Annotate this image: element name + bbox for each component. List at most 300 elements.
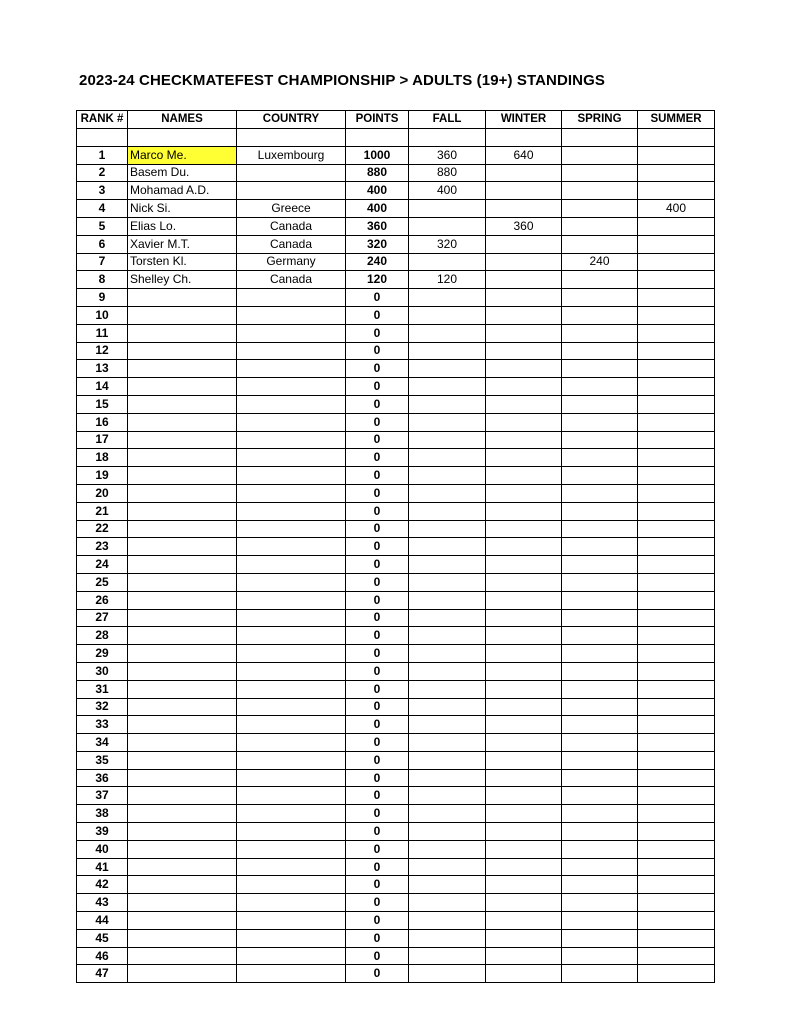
rank-cell: 27 [77,609,128,627]
table-row [77,947,715,965]
rank-cell: 42 [77,876,128,894]
name-cell [128,823,237,841]
name-cell [128,698,237,716]
points-cell: 320 [346,235,409,253]
summer-cell [638,840,715,858]
country-cell [237,840,346,858]
summer-cell [638,271,715,289]
country-cell [237,502,346,520]
fall-cell: 360 [409,146,486,164]
fall-cell [409,289,486,307]
spring-cell [562,787,638,805]
rank-cell: 9 [77,289,128,307]
rank-cell: 30 [77,662,128,680]
fall-cell [409,680,486,698]
winter-cell [486,164,562,182]
spring-cell [562,805,638,823]
name-cell: Nick Si. [128,200,237,218]
summer-cell [638,146,715,164]
winter-cell [486,538,562,556]
table-row [77,378,715,396]
table-row [77,840,715,858]
fall-cell [409,751,486,769]
points-cell: 0 [346,289,409,307]
fall-cell [409,840,486,858]
points-cell: 400 [346,200,409,218]
name-cell [128,627,237,645]
winter-cell [486,395,562,413]
points-cell: 0 [346,573,409,591]
points-cell: 0 [346,840,409,858]
points-cell: 0 [346,734,409,752]
rank-cell: 37 [77,787,128,805]
spring-cell [562,769,638,787]
summer-cell [638,591,715,609]
header-row [77,111,715,129]
spring-cell [562,182,638,200]
spring-cell [562,751,638,769]
country-cell [237,378,346,396]
name-cell: Elias Lo. [128,217,237,235]
winter-cell [486,858,562,876]
rank-cell: 2 [77,164,128,182]
winter-cell [486,200,562,218]
points-cell: 0 [346,680,409,698]
name-cell [128,324,237,342]
table-row [77,556,715,574]
summer-cell [638,378,715,396]
fall-cell [409,912,486,930]
country-cell: Luxembourg [237,146,346,164]
country-cell [237,769,346,787]
table-row [77,324,715,342]
country-cell [237,965,346,983]
points-cell: 0 [346,858,409,876]
country-cell [237,698,346,716]
winter-cell [486,805,562,823]
summer-cell [638,627,715,645]
spring-cell [562,591,638,609]
table-row [77,395,715,413]
points-cell: 0 [346,467,409,485]
winter-cell [486,520,562,538]
winter-cell [486,467,562,485]
country-cell [237,484,346,502]
table-row [77,591,715,609]
country-cell [237,823,346,841]
spring-cell [562,271,638,289]
country-cell [237,342,346,360]
fall-cell [409,573,486,591]
spring-cell [562,627,638,645]
name-cell [128,395,237,413]
winter-cell [486,609,562,627]
spring-cell [562,502,638,520]
winter-cell [486,716,562,734]
name-cell [128,609,237,627]
country-cell [237,734,346,752]
summer-cell [638,395,715,413]
rank-cell: 17 [77,431,128,449]
spring-cell [562,894,638,912]
name-cell [128,965,237,983]
fall-cell [409,591,486,609]
points-cell: 0 [346,698,409,716]
table-row [77,182,715,200]
fall-cell [409,253,486,271]
fall-cell [409,823,486,841]
country-cell [237,858,346,876]
winter-cell [486,360,562,378]
table-row [77,662,715,680]
rank-cell: 44 [77,912,128,930]
page-title: 2023-24 CHECKMATEFEST CHAMPIONSHIP > ADULTS (19+) STANDINGS [79,72,605,89]
fall-cell [409,538,486,556]
country-cell [237,395,346,413]
winter-cell [486,787,562,805]
country-cell [237,182,346,200]
name-cell [128,787,237,805]
rank-cell: 29 [77,645,128,663]
points-cell: 0 [346,591,409,609]
spring-cell [562,947,638,965]
points-cell: 0 [346,627,409,645]
points-cell: 0 [346,929,409,947]
spring-cell [562,413,638,431]
spring-cell [562,449,638,467]
name-cell [128,662,237,680]
table-row [77,823,715,841]
name-cell [128,912,237,930]
rank-cell: 35 [77,751,128,769]
summer-cell [638,662,715,680]
country-cell [237,413,346,431]
table-row [77,894,715,912]
summer-cell [638,360,715,378]
summer-cell [638,716,715,734]
points-cell: 0 [346,716,409,734]
spring-cell [562,289,638,307]
spring-cell [562,431,638,449]
rank-cell: 47 [77,965,128,983]
winter-cell [486,182,562,200]
table-row [77,876,715,894]
summer-cell [638,698,715,716]
table-row [77,716,715,734]
points-cell: 880 [346,164,409,182]
rank-cell: 15 [77,395,128,413]
winter-cell [486,413,562,431]
country-cell [237,662,346,680]
rank-cell: 46 [77,947,128,965]
spring-cell [562,235,638,253]
name-cell [128,947,237,965]
points-cell: 0 [346,645,409,663]
table-row [77,787,715,805]
summer-cell: 400 [638,200,715,218]
rank-cell: 28 [77,627,128,645]
points-cell: 0 [346,502,409,520]
fall-cell [409,378,486,396]
name-cell: Mohamad A.D. [128,182,237,200]
rank-cell: 11 [77,324,128,342]
fall-cell: 880 [409,164,486,182]
country-cell [237,894,346,912]
points-cell: 0 [346,306,409,324]
country-cell [237,360,346,378]
country-cell [237,929,346,947]
name-cell [128,449,237,467]
rank-cell: 41 [77,858,128,876]
name-cell [128,413,237,431]
rank-cell: 16 [77,413,128,431]
name-cell [128,378,237,396]
table-row [77,467,715,485]
spring-cell [562,378,638,396]
fall-cell [409,698,486,716]
name-cell [128,929,237,947]
fall-cell [409,716,486,734]
rank-cell: 36 [77,769,128,787]
rank-cell: 39 [77,823,128,841]
summer-cell [638,947,715,965]
fall-cell [409,876,486,894]
table-row [77,751,715,769]
table-row [77,164,715,182]
points-cell: 0 [346,912,409,930]
winter-cell [486,840,562,858]
name-cell: Shelley Ch. [128,271,237,289]
winter-cell [486,591,562,609]
fall-cell [409,609,486,627]
rank-cell: 38 [77,805,128,823]
winter-cell [486,271,562,289]
table-row [77,520,715,538]
summer-cell [638,751,715,769]
winter-cell [486,484,562,502]
spring-cell [562,662,638,680]
table-row [77,449,715,467]
spring-cell [562,858,638,876]
spring-cell [562,342,638,360]
name-cell: Marco Me. [128,146,237,164]
spring-cell [562,484,638,502]
country-cell [237,805,346,823]
standings-table [76,110,715,983]
country-cell [237,609,346,627]
summer-cell [638,929,715,947]
summer-cell [638,573,715,591]
country-cell: Germany [237,253,346,271]
name-cell [128,538,237,556]
name-cell [128,751,237,769]
table-row [77,912,715,930]
fall-cell [409,395,486,413]
rank-cell: 14 [77,378,128,396]
summer-cell [638,823,715,841]
column-header-spring: SPRING [562,111,638,129]
fall-cell [409,929,486,947]
table-row [77,413,715,431]
rank-cell: 18 [77,449,128,467]
rank-cell: 23 [77,538,128,556]
spring-cell: 240 [562,253,638,271]
spring-cell [562,680,638,698]
winter-cell [486,449,562,467]
summer-cell [638,556,715,574]
summer-cell [638,805,715,823]
winter-cell [486,662,562,680]
country-cell [237,306,346,324]
spring-cell [562,467,638,485]
table-row [77,217,715,235]
fall-cell [409,947,486,965]
rank-cell: 19 [77,467,128,485]
fall-cell [409,627,486,645]
spring-cell [562,538,638,556]
country-cell [237,556,346,574]
rank-cell: 12 [77,342,128,360]
summer-cell [638,734,715,752]
table-row [77,235,715,253]
column-header-names: NAMES [128,111,237,129]
rank-cell: 32 [77,698,128,716]
points-cell: 400 [346,182,409,200]
winter-cell [486,734,562,752]
spring-cell [562,840,638,858]
fall-cell [409,306,486,324]
fall-cell [409,894,486,912]
points-cell: 0 [346,556,409,574]
winter-cell [486,823,562,841]
winter-cell [486,556,562,574]
summer-cell [638,164,715,182]
spring-cell [562,965,638,983]
points-cell: 0 [346,449,409,467]
summer-cell [638,324,715,342]
rank-cell: 45 [77,929,128,947]
fall-cell: 320 [409,235,486,253]
name-cell [128,716,237,734]
winter-cell [486,680,562,698]
table-row [77,484,715,502]
winter-cell [486,876,562,894]
winter-cell [486,645,562,663]
winter-cell [486,306,562,324]
summer-cell [638,609,715,627]
name-cell [128,769,237,787]
rank-cell: 6 [77,235,128,253]
column-header-winter: WINTER [486,111,562,129]
name-cell: Xavier M.T. [128,235,237,253]
winter-cell [486,289,562,307]
points-cell: 0 [346,965,409,983]
winter-cell: 640 [486,146,562,164]
name-cell [128,360,237,378]
country-cell: Greece [237,200,346,218]
spring-cell [562,876,638,894]
rank-cell: 7 [77,253,128,271]
points-cell: 0 [346,894,409,912]
summer-cell [638,467,715,485]
winter-cell [486,342,562,360]
spring-cell [562,823,638,841]
name-cell [128,680,237,698]
fall-cell [409,645,486,663]
spring-cell [562,716,638,734]
winter-cell [486,965,562,983]
country-cell [237,627,346,645]
summer-cell [638,484,715,502]
name-cell [128,805,237,823]
rank-cell: 3 [77,182,128,200]
fall-cell [409,467,486,485]
table-row [77,200,715,218]
spring-cell [562,929,638,947]
name-cell: Basem Du. [128,164,237,182]
country-cell [237,538,346,556]
winter-cell [486,235,562,253]
rank-cell: 43 [77,894,128,912]
spacer-row [77,129,715,147]
fall-cell [409,965,486,983]
spring-cell [562,573,638,591]
name-cell [128,520,237,538]
rank-cell: 26 [77,591,128,609]
fall-cell [409,431,486,449]
summer-cell [638,217,715,235]
rank-cell: 24 [77,556,128,574]
points-cell: 0 [346,378,409,396]
rank-cell: 40 [77,840,128,858]
name-cell [128,573,237,591]
fall-cell [409,217,486,235]
rank-cell: 21 [77,502,128,520]
spring-cell [562,912,638,930]
country-cell [237,912,346,930]
country-cell [237,449,346,467]
name-cell [128,502,237,520]
fall-cell [409,858,486,876]
table-row [77,734,715,752]
table-row [77,609,715,627]
fall-cell [409,787,486,805]
summer-cell [638,502,715,520]
name-cell [128,342,237,360]
country-cell [237,289,346,307]
country-cell [237,431,346,449]
spring-cell [562,645,638,663]
summer-cell [638,680,715,698]
rank-cell: 31 [77,680,128,698]
table-row [77,965,715,983]
points-cell: 0 [346,609,409,627]
country-cell [237,645,346,663]
points-cell: 0 [346,538,409,556]
points-cell: 0 [346,751,409,769]
summer-cell [638,342,715,360]
summer-cell [638,912,715,930]
points-cell: 0 [346,395,409,413]
name-cell [128,484,237,502]
spring-cell [562,734,638,752]
name-cell [128,858,237,876]
table-row [77,680,715,698]
winter-cell [486,751,562,769]
table-row [77,289,715,307]
winter-cell: 360 [486,217,562,235]
fall-cell: 400 [409,182,486,200]
